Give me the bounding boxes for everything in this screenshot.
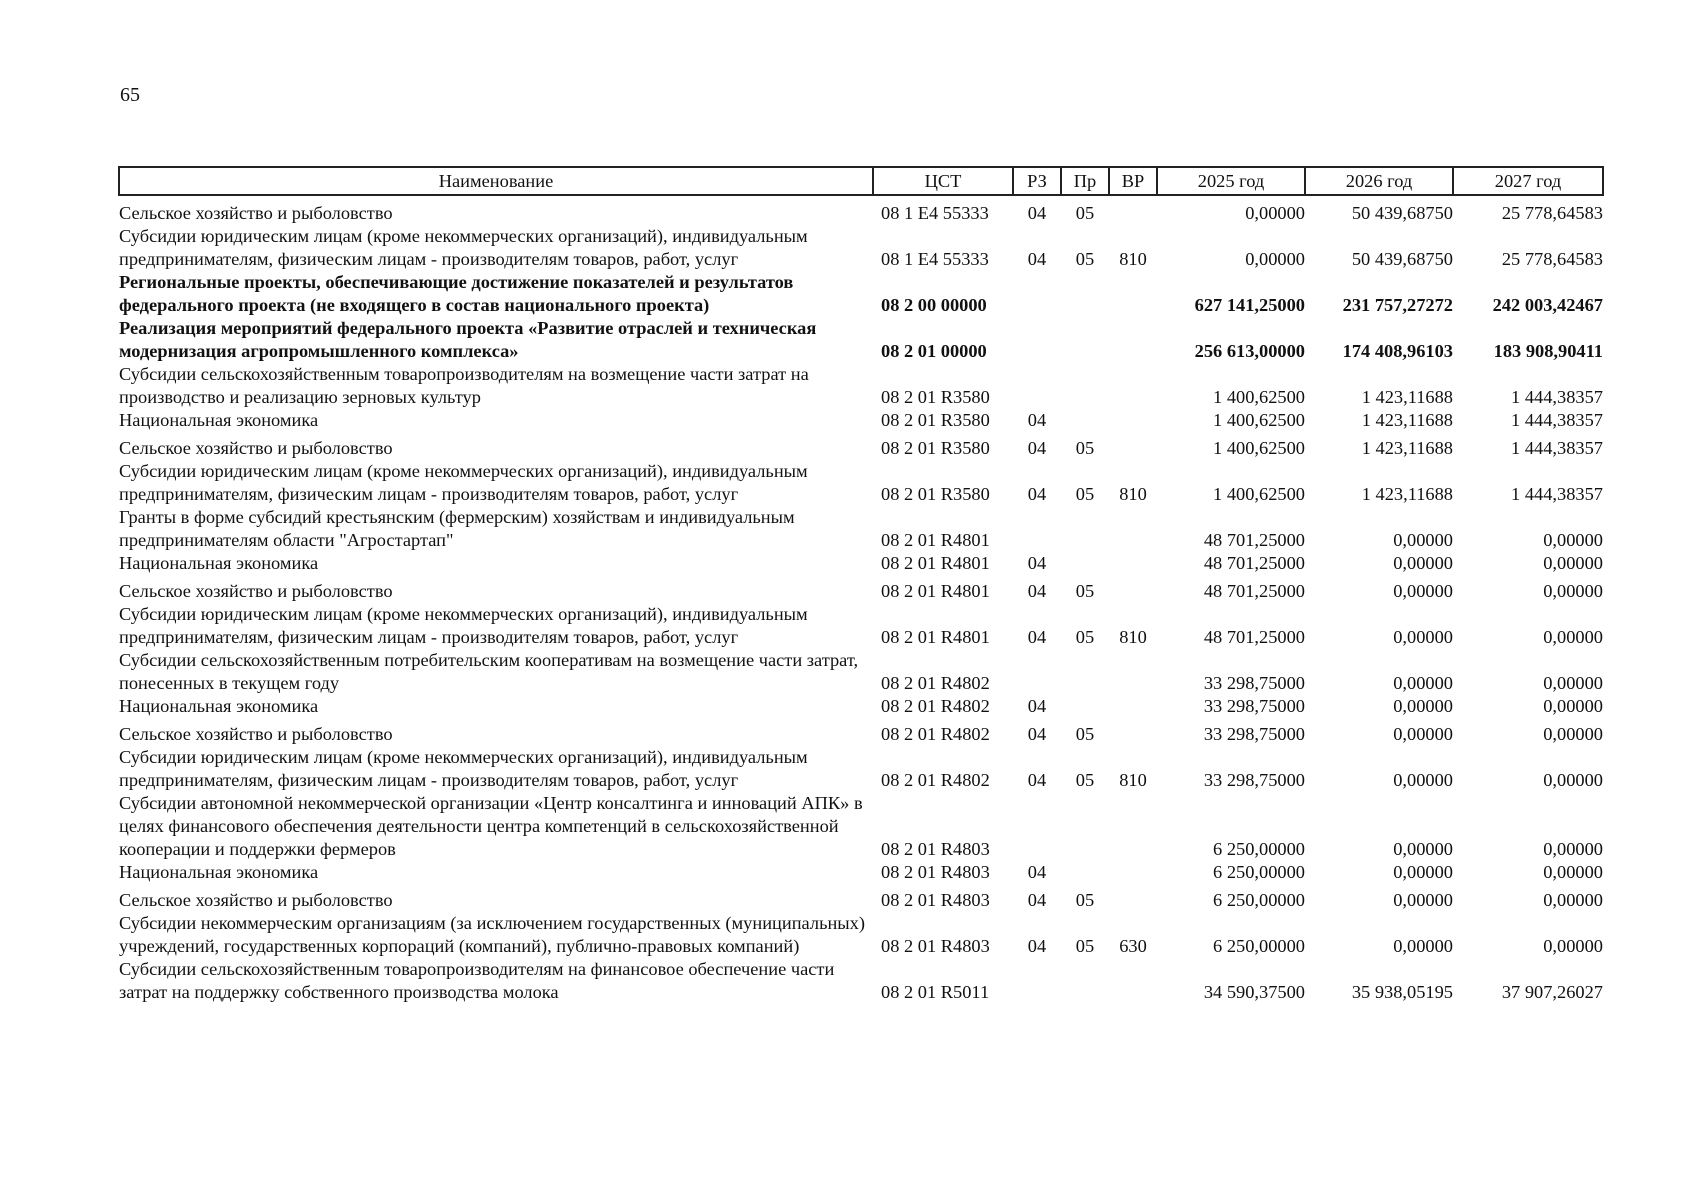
row-pr: 05 bbox=[1075, 438, 1095, 458]
row-amount-2025: 33 298,75000 bbox=[1203, 673, 1305, 693]
row-amount-2027: 0,00000 bbox=[1543, 581, 1603, 601]
header-name: Наименование bbox=[119, 167, 873, 195]
row-name: Сельское хозяйство и рыболовство bbox=[119, 890, 393, 910]
row-cst: 08 1 E4 55333 bbox=[881, 203, 989, 223]
row-name: Субсидии некоммерческим организациям (за исключением государственных (муниципальных) учреждений, государственных корпораций (компаний), публично-правовых компаний) bbox=[119, 913, 865, 956]
row-vr bbox=[1109, 792, 1157, 861]
row-name: Сельское хозяйство и рыболовство bbox=[119, 724, 393, 744]
row-name: Субсидии юридическим лицам (кроме некоммерческих организаций), индивидуальным предпринимателям, физическим лицам - производителям товаров, работ, услуг bbox=[119, 461, 808, 504]
row-amount-2027: 183 908,90411 bbox=[1493, 341, 1603, 361]
row-cst: 08 2 01 R4803 bbox=[881, 862, 990, 882]
row-amount-2025: 627 141,25000 bbox=[1194, 295, 1305, 315]
row-rz: 04 bbox=[1027, 484, 1047, 504]
row-amount-2026: 0,00000 bbox=[1393, 862, 1453, 882]
row-pr bbox=[1061, 649, 1109, 695]
row-amount-2025: 6 250,00000 bbox=[1213, 890, 1305, 910]
row-amount-2026: 0,00000 bbox=[1393, 673, 1453, 693]
row-cst: 08 2 01 R3580 bbox=[881, 387, 990, 407]
row-cst: 08 2 01 R5011 bbox=[881, 982, 990, 1002]
row-vr bbox=[1109, 363, 1157, 409]
row-cst: 08 2 01 R4802 bbox=[881, 770, 990, 790]
row-amount-2026: 231 757,27272 bbox=[1342, 295, 1453, 315]
row-cst: 08 2 01 R4801 bbox=[881, 581, 990, 601]
table-row bbox=[119, 271, 1603, 317]
table-row bbox=[119, 861, 1603, 884]
header-2027: 2027 год bbox=[1453, 167, 1603, 195]
row-amount-2026: 50 439,68750 bbox=[1351, 249, 1453, 269]
row-pr: 05 bbox=[1075, 936, 1095, 956]
row-amount-2026: 1 423,11688 bbox=[1361, 410, 1453, 430]
table-row bbox=[119, 912, 1603, 958]
table-row bbox=[119, 225, 1603, 271]
row-rz bbox=[1013, 649, 1061, 695]
row-rz bbox=[1013, 958, 1061, 1004]
row-amount-2027: 242 003,42467 bbox=[1492, 295, 1603, 315]
row-pr bbox=[1061, 958, 1109, 1004]
row-amount-2027: 0,00000 bbox=[1543, 862, 1603, 882]
row-vr: 810 bbox=[1119, 249, 1147, 269]
row-pr: 05 bbox=[1075, 249, 1095, 269]
row-cst: 08 2 01 R3580 bbox=[881, 410, 990, 430]
row-amount-2025: 0,00000 bbox=[1245, 249, 1305, 269]
row-cst: 08 2 01 R4803 bbox=[881, 890, 990, 910]
table-row bbox=[119, 506, 1603, 552]
table-row bbox=[119, 884, 1603, 912]
row-amount-2027: 0,00000 bbox=[1543, 724, 1603, 744]
row-amount-2025: 256 613,00000 bbox=[1194, 341, 1305, 361]
table-row bbox=[119, 317, 1603, 363]
row-vr bbox=[1109, 271, 1157, 317]
row-rz: 04 bbox=[1027, 696, 1047, 716]
row-name: Субсидии сельскохозяйственным потребительским кооперативам на возмещение части затрат, понесенных в текущем году bbox=[119, 650, 859, 693]
row-pr: 05 bbox=[1075, 890, 1095, 910]
row-amount-2025: 33 298,75000 bbox=[1203, 724, 1305, 744]
row-amount-2026: 50 439,68750 bbox=[1351, 203, 1453, 223]
row-amount-2026: 174 408,96103 bbox=[1342, 341, 1453, 361]
row-name: Субсидии автономной некоммерческой организации «Центр консалтинга и инноваций АПК» в целях финансового обеспечения деятельности центра компетенций в сельскохозяйственной кооперации и поддержки фермеров bbox=[119, 793, 863, 859]
row-name: Гранты в форме субсидий крестьянским (фермерским) хозяйствам и индивидуальным предпринимателям области "Агростартап" bbox=[119, 507, 795, 550]
row-rz bbox=[1013, 363, 1061, 409]
row-amount-2026: 0,00000 bbox=[1393, 770, 1453, 790]
row-rz: 04 bbox=[1027, 410, 1047, 430]
row-cst: 08 2 00 00000 bbox=[881, 295, 987, 315]
row-amount-2025: 6 250,00000 bbox=[1213, 862, 1305, 882]
table-row bbox=[119, 575, 1603, 603]
row-amount-2026: 1 423,11688 bbox=[1361, 438, 1453, 458]
row-amount-2027: 1 444,38357 bbox=[1511, 410, 1603, 430]
row-amount-2025: 0,00000 bbox=[1245, 203, 1305, 223]
row-vr bbox=[1109, 506, 1157, 552]
row-pr bbox=[1061, 409, 1109, 432]
row-rz: 04 bbox=[1027, 438, 1047, 458]
row-rz bbox=[1013, 271, 1061, 317]
row-pr: 05 bbox=[1075, 581, 1095, 601]
row-amount-2025: 1 400,62500 bbox=[1213, 410, 1305, 430]
row-rz: 04 bbox=[1027, 203, 1047, 223]
row-rz: 04 bbox=[1027, 581, 1047, 601]
row-amount-2026: 0,00000 bbox=[1393, 627, 1453, 647]
row-amount-2027: 37 907,26027 bbox=[1501, 982, 1603, 1002]
row-pr: 05 bbox=[1075, 203, 1095, 223]
row-amount-2027: 0,00000 bbox=[1543, 770, 1603, 790]
row-amount-2027: 0,00000 bbox=[1543, 839, 1603, 859]
row-pr: 05 bbox=[1075, 484, 1095, 504]
row-amount-2025: 33 298,75000 bbox=[1203, 770, 1305, 790]
row-vr bbox=[1109, 195, 1157, 225]
row-vr bbox=[1109, 575, 1157, 603]
row-vr bbox=[1109, 884, 1157, 912]
row-amount-2026: 0,00000 bbox=[1393, 890, 1453, 910]
row-cst: 08 2 01 R4802 bbox=[881, 696, 990, 716]
row-cst: 08 2 01 00000 bbox=[881, 341, 987, 361]
header-2026: 2026 год bbox=[1305, 167, 1453, 195]
row-vr bbox=[1109, 552, 1157, 575]
table-row bbox=[119, 409, 1603, 432]
table-row bbox=[119, 746, 1603, 792]
row-cst: 08 2 01 R4801 bbox=[881, 553, 990, 573]
row-vr bbox=[1109, 718, 1157, 746]
row-amount-2027: 25 778,64583 bbox=[1501, 249, 1603, 269]
row-vr bbox=[1109, 432, 1157, 460]
row-amount-2025: 48 701,25000 bbox=[1203, 581, 1305, 601]
table-row bbox=[119, 649, 1603, 695]
table-row bbox=[119, 363, 1603, 409]
row-name: Субсидии сельскохозяйственным товаропроизводителям на возмещение части затрат на производство и реализацию зерновых культур bbox=[119, 364, 809, 407]
table-row bbox=[119, 195, 1603, 225]
row-pr bbox=[1061, 506, 1109, 552]
row-name: Национальная экономика bbox=[119, 410, 319, 430]
row-name: Субсидии юридическим лицам (кроме некоммерческих организаций), индивидуальным предпринимателям, физическим лицам - производителям товаров, работ, услуг bbox=[119, 226, 808, 269]
table-row bbox=[119, 460, 1603, 506]
row-amount-2027: 1 444,38357 bbox=[1511, 387, 1603, 407]
row-amount-2027: 25 778,64583 bbox=[1501, 203, 1603, 223]
row-amount-2025: 48 701,25000 bbox=[1203, 553, 1305, 573]
row-vr: 810 bbox=[1119, 770, 1147, 790]
row-amount-2027: 0,00000 bbox=[1543, 530, 1603, 550]
row-rz: 04 bbox=[1027, 862, 1047, 882]
row-amount-2025: 48 701,25000 bbox=[1203, 627, 1305, 647]
row-amount-2026: 0,00000 bbox=[1393, 530, 1453, 550]
row-amount-2026: 0,00000 bbox=[1393, 581, 1453, 601]
row-pr: 05 bbox=[1075, 724, 1095, 744]
row-name: Национальная экономика bbox=[119, 696, 319, 716]
row-vr: 810 bbox=[1119, 627, 1147, 647]
row-amount-2026: 0,00000 bbox=[1393, 696, 1453, 716]
row-rz: 04 bbox=[1027, 553, 1047, 573]
row-name: Сельское хозяйство и рыболовство bbox=[119, 581, 393, 601]
table-row bbox=[119, 718, 1603, 746]
row-cst: 08 2 01 R4801 bbox=[881, 627, 990, 647]
row-cst: 08 2 01 R4802 bbox=[881, 673, 990, 693]
row-amount-2027: 0,00000 bbox=[1543, 890, 1603, 910]
row-amount-2026: 1 423,11688 bbox=[1361, 484, 1453, 504]
row-rz bbox=[1013, 506, 1061, 552]
row-rz: 04 bbox=[1027, 890, 1047, 910]
table-header-row bbox=[119, 167, 1603, 195]
row-pr: 05 bbox=[1075, 627, 1095, 647]
row-amount-2026: 0,00000 bbox=[1393, 936, 1453, 956]
table-row bbox=[119, 603, 1603, 649]
row-amount-2027: 0,00000 bbox=[1543, 627, 1603, 647]
row-name: Субсидии юридическим лицам (кроме некоммерческих организаций), индивидуальным предпринимателям, физическим лицам - производителям товаров, работ, услуг bbox=[119, 747, 808, 790]
row-pr bbox=[1061, 695, 1109, 718]
row-pr bbox=[1061, 271, 1109, 317]
row-cst: 08 1 E4 55333 bbox=[881, 249, 989, 269]
table-row bbox=[119, 958, 1603, 1004]
row-vr bbox=[1109, 958, 1157, 1004]
row-amount-2025: 6 250,00000 bbox=[1213, 839, 1305, 859]
row-amount-2025: 1 400,62500 bbox=[1213, 484, 1305, 504]
row-cst: 08 2 01 R4803 bbox=[881, 839, 990, 859]
row-vr bbox=[1109, 409, 1157, 432]
row-rz: 04 bbox=[1027, 627, 1047, 647]
row-rz bbox=[1013, 317, 1061, 363]
row-cst: 08 2 01 R4803 bbox=[881, 936, 990, 956]
row-rz: 04 bbox=[1027, 249, 1047, 269]
row-amount-2025: 1 400,62500 bbox=[1213, 387, 1305, 407]
table-row bbox=[119, 432, 1603, 460]
row-vr bbox=[1109, 317, 1157, 363]
row-rz: 04 bbox=[1027, 724, 1047, 744]
row-pr bbox=[1061, 552, 1109, 575]
row-pr: 05 bbox=[1075, 770, 1095, 790]
row-rz: 04 bbox=[1027, 770, 1047, 790]
row-amount-2026: 0,00000 bbox=[1393, 553, 1453, 573]
page-number: 65 bbox=[120, 84, 140, 106]
row-amount-2027: 0,00000 bbox=[1543, 553, 1603, 573]
table-body bbox=[119, 195, 1603, 1004]
row-amount-2027: 1 444,38357 bbox=[1511, 438, 1603, 458]
row-name: Сельское хозяйство и рыболовство bbox=[119, 438, 393, 458]
table-row bbox=[119, 792, 1603, 861]
row-vr bbox=[1109, 695, 1157, 718]
row-amount-2026: 0,00000 bbox=[1393, 839, 1453, 859]
row-name: Региональные проекты, обеспечивающие достижение показателей и результатов федерального проекта (не входящего в состав национального проекта) bbox=[119, 272, 794, 315]
row-amount-2025: 48 701,25000 bbox=[1203, 530, 1305, 550]
row-rz bbox=[1013, 792, 1061, 861]
row-pr bbox=[1061, 317, 1109, 363]
header-rz: РЗ bbox=[1013, 167, 1061, 195]
row-name: Реализация мероприятий федерального проекта «Развитие отраслей и техническая модернизация агропромышленного комплекса» bbox=[119, 318, 817, 361]
row-cst: 08 2 01 R3580 bbox=[881, 438, 990, 458]
row-amount-2027: 0,00000 bbox=[1543, 936, 1603, 956]
row-amount-2025: 1 400,62500 bbox=[1213, 438, 1305, 458]
row-name: Национальная экономика bbox=[119, 553, 319, 573]
row-amount-2027: 0,00000 bbox=[1543, 696, 1603, 716]
row-name: Сельское хозяйство и рыболовство bbox=[119, 203, 393, 223]
row-amount-2026: 0,00000 bbox=[1393, 724, 1453, 744]
header-pr: Пр bbox=[1061, 167, 1109, 195]
row-amount-2026: 1 423,11688 bbox=[1361, 387, 1453, 407]
row-amount-2027: 1 444,38357 bbox=[1511, 484, 1603, 504]
header-2025: 2025 год bbox=[1157, 167, 1305, 195]
row-rz: 04 bbox=[1027, 936, 1047, 956]
row-name: Субсидии сельскохозяйственным товаропроизводителям на финансовое обеспечение части затрат на поддержку собственного производства молока bbox=[119, 959, 835, 1002]
row-name: Национальная экономика bbox=[119, 862, 319, 882]
table-row bbox=[119, 552, 1603, 575]
row-amount-2025: 33 298,75000 bbox=[1203, 696, 1305, 716]
row-vr bbox=[1109, 861, 1157, 884]
table-row bbox=[119, 695, 1603, 718]
row-amount-2025: 34 590,37500 bbox=[1203, 982, 1305, 1002]
row-pr bbox=[1061, 363, 1109, 409]
row-cst: 08 2 01 R3580 bbox=[881, 484, 990, 504]
budget-table bbox=[118, 166, 1604, 1004]
row-amount-2026: 35 938,05195 bbox=[1351, 982, 1453, 1002]
row-pr bbox=[1061, 792, 1109, 861]
row-vr: 630 bbox=[1119, 936, 1147, 956]
header-cst: ЦСТ bbox=[873, 167, 1013, 195]
row-vr bbox=[1109, 649, 1157, 695]
row-cst: 08 2 01 R4802 bbox=[881, 724, 990, 744]
row-vr: 810 bbox=[1119, 484, 1147, 504]
row-cst: 08 2 01 R4801 bbox=[881, 530, 990, 550]
header-vr: ВР bbox=[1109, 167, 1157, 195]
row-name: Субсидии юридическим лицам (кроме некоммерческих организаций), индивидуальным предпринимателям, физическим лицам - производителям товаров, работ, услуг bbox=[119, 604, 808, 647]
row-amount-2027: 0,00000 bbox=[1543, 673, 1603, 693]
row-pr bbox=[1061, 861, 1109, 884]
row-amount-2025: 6 250,00000 bbox=[1213, 936, 1305, 956]
